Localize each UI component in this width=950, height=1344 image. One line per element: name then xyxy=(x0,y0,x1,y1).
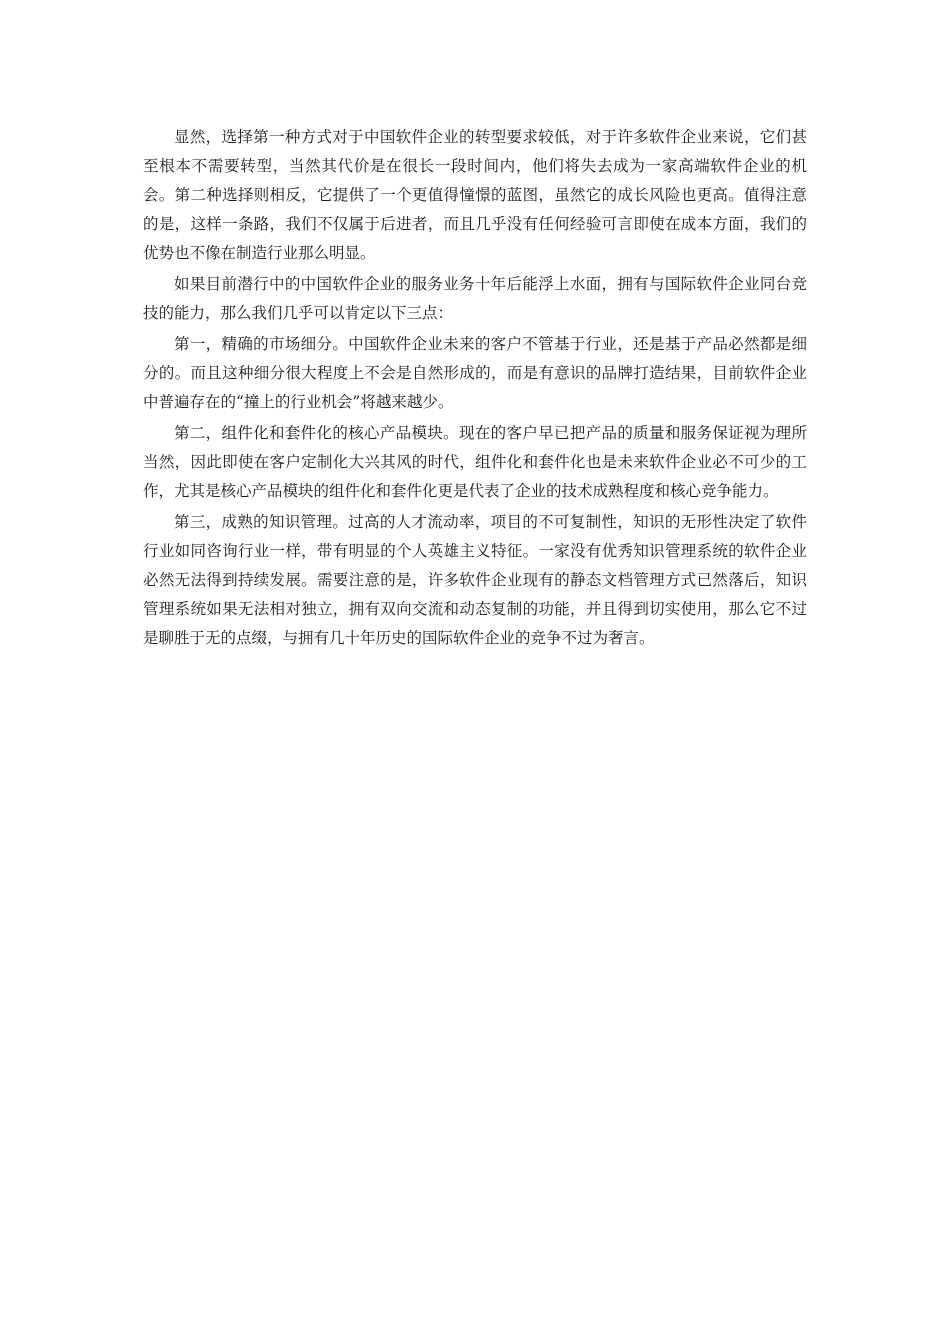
paragraph-market-segmentation: 第一，精确的市场细分。中国软件企业未来的客户不管基于行业，还是基于产品必然都是细分的。而且这种细分很大程度上不会是自然形成的，而是有意识的品牌打造结果，目前软件企业中普遍存在的“撞上的行业机会”将越来越少。 xyxy=(143,335,807,411)
paragraph-product-modules: 第二，组件化和套件化的核心产品模块。现在的客户早已把产品的质量和服务保证视为理所当然，因此即使在客户定制化大兴其风的时代，组件化和套件化也是未来软件企业必不可少的工作，尤其是核心产品模块的组件化和套件化更是代表了企业的技术成熟程度和核心竞争能力。 xyxy=(143,424,807,500)
document-body xyxy=(143,123,807,655)
paragraph-knowledge-management: 第三，成熟的知识管理。过高的人才流动率，项目的不可复制性，知识的无形性决定了软件行业如同咨询行业一样，带有明显的个人英雄主义特征。一家没有优秀知识管理系统的软件企业必然无法得到持续发展。需要注意的是，许多软件企业现有的静态文档管理方式已然落后，知识管理系统如果无法相对独立，拥有双向交流和动态复制的功能，并且得到切实使用，那么它不过是聊胜于无的点缀，与拥有几十年历史的国际软件企业的竞争不过为奢言。 xyxy=(143,513,807,647)
paragraph-cost-tradeoff: 显然，选择第一种方式对于中国软件企业的转型要求较低，对于许多软件企业来说，它们甚至根本不需要转型，当然其代价是在很长一段时间内，他们将失去成为一家高端软件企业的机会。第二种选择则相反，它提供了一个更值得憧憬的蓝图，虽然它的成长风险也更高。值得注意的是，这样一条路，我们不仅属于后进者，而且几乎没有任何经验可言即使在成本方面，我们的优势也不像在制造行业那么明显。 xyxy=(143,128,807,262)
paragraph-three-points-intro: 如果目前潜行中的中国软件企业的服务业务十年后能浮上水面，拥有与国际软件企业同台竞技的能力，那么我们几乎可以肯定以下三点： xyxy=(143,275,807,322)
